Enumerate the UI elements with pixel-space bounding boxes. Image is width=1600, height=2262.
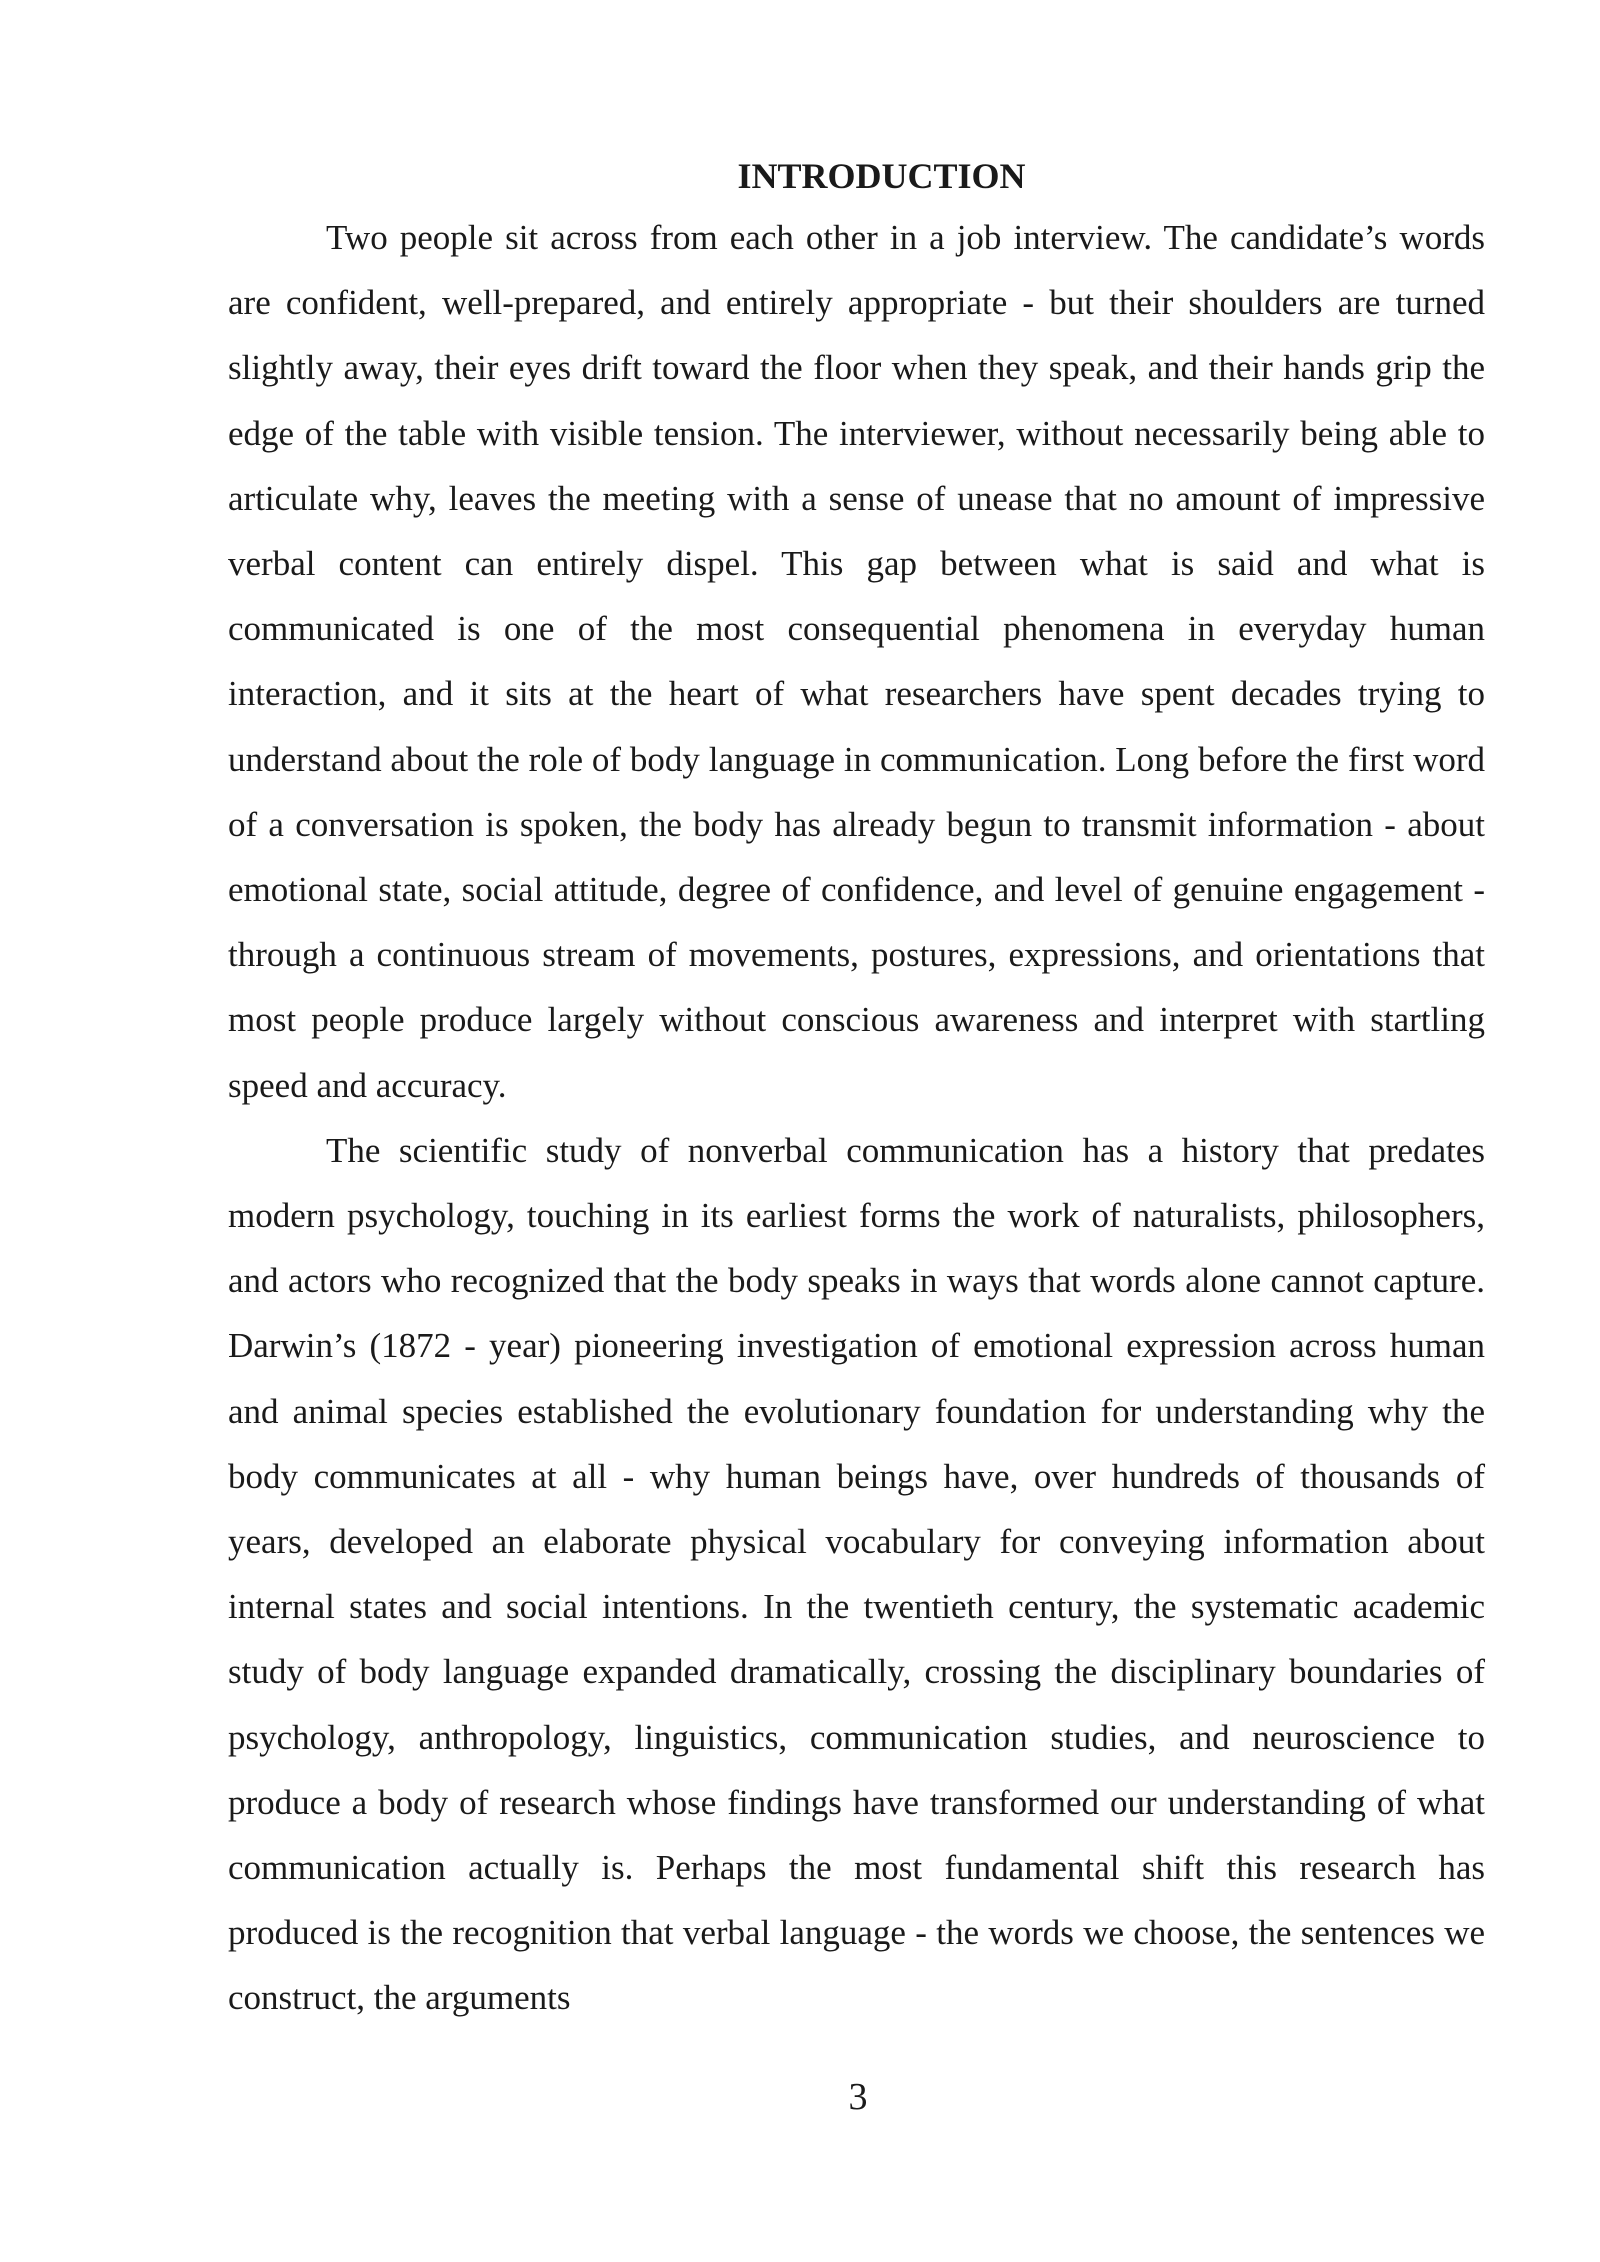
section-heading: INTRODUCTION <box>737 156 1026 196</box>
page-body <box>228 148 1485 2031</box>
page-number: 3 <box>848 2076 868 2118</box>
paragraph-1: Two people sit across from each other in a job interview. The candidate’s words are confident, well-prepared, and entirely appropriate - but their shoulders are turned slightly away, their eyes drift toward the floor when they speak, and their hands grip the edge of the table with visible tension. The interviewer, without necessarily being able to articulate why, leaves the meeting with a sense of unease that no amount of impressive verbal content can entirely dispel. This gap between what is said and what is communicated is one of the most consequential phenomena in everyday human interaction, and it sits at the heart of what researchers have spent decades trying to understand about the role of body language in communication. Long before the first word of a conversation is spoken, the body has already begun to transmit information - about emotional state, social attitude, degree of confidence, and level of genuine engagement - through a continuous stream of movements, postures, expressions, and orientations that most people produce largely without conscious awareness and interpret with startling speed and accuracy. <box>228 218 1485 1105</box>
paragraph-2: The scientific study of nonverbal communication has a history that predates modern psychology, touching in its earliest forms the work of naturalists, philosophers, and actors who recognized that the body speaks in ways that words alone cannot capture. Darwin’s (1872 - year) pioneering investigation of emotional expression across human and animal species established the evolutionary foundation for understanding why the body communicates at all - why human beings have, over hundreds of thousands of years, developed an elaborate physical vocabulary for conveying information about internal states and social intentions. In the twentieth century, the systematic academic study of body language expanded dramatically, crossing the disciplinary boundaries of psychology, anthropology, linguistics, communication studies, and neuroscience to produce a body of research whose findings have transformed our understanding of what communication actually is. Perhaps the most fundamental shift this research has produced is the recognition that verbal language - the words we choose, the sentences we construct, the arguments <box>228 1130 1485 2018</box>
